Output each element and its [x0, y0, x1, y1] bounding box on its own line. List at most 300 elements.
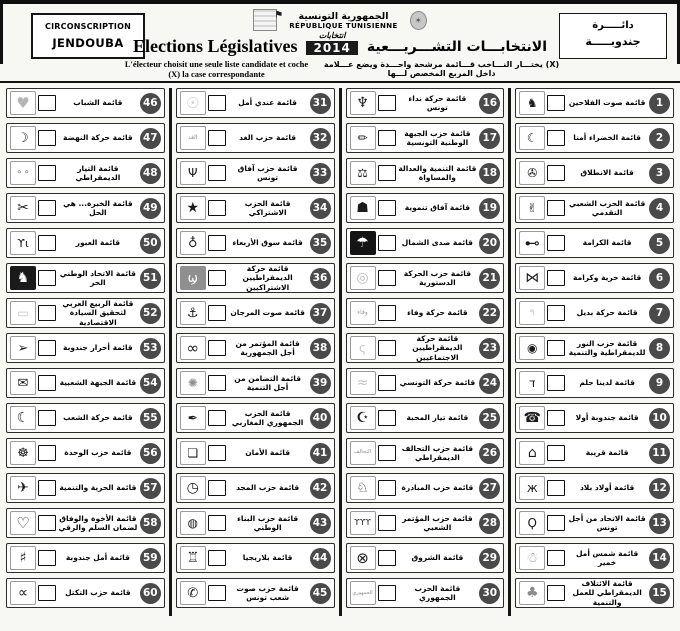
vote-checkbox[interactable]: [378, 200, 396, 216]
list-row: [6, 88, 165, 118]
list-name: قائمة تيار المحبة: [406, 413, 469, 423]
list-number-badge: 1: [649, 93, 670, 114]
vote-checkbox[interactable]: [547, 270, 565, 286]
sailboat-icon: ⚓: [180, 301, 206, 325]
vote-checkbox[interactable]: [378, 585, 396, 601]
list-name: قائمة حرية وكرامة: [573, 273, 642, 283]
list-number-badge: 36: [310, 268, 331, 289]
list-name: قائمة التنمية والعدالة والمساواة: [398, 163, 477, 182]
vote-checkbox[interactable]: [378, 340, 396, 356]
list-number-badge: 18: [479, 163, 500, 184]
vote-checkbox[interactable]: [38, 410, 56, 426]
maple-leaf-icon: ♣: [519, 581, 545, 605]
palm-circle-emblem-icon: ☸: [10, 441, 36, 465]
column-31-45: [176, 88, 335, 616]
vote-checkbox[interactable]: [38, 165, 56, 181]
vote-checkbox[interactable]: [38, 200, 56, 216]
vote-checkbox[interactable]: [547, 305, 565, 321]
circonscription-label: CIRCONSCRIPTION: [45, 22, 131, 31]
vote-checkbox[interactable]: [208, 480, 226, 496]
list-number-badge: 33: [310, 163, 331, 184]
list-name: قائمة الائتلاف الديمقراطي للعمل والتنمية: [572, 578, 642, 607]
list-row: [515, 88, 674, 118]
list-number-badge: 27: [479, 478, 500, 499]
district-label-ar: دائـــــرة: [592, 20, 634, 31]
republic-title-fr: RÉPUBLIQUE TUNISIENNE: [289, 21, 398, 30]
aman-logo-icon: ❏: [180, 441, 206, 465]
padlock-icon: ☗: [350, 196, 376, 220]
list-number-badge: 11: [649, 443, 670, 464]
list-row: [176, 228, 335, 258]
vote-checkbox[interactable]: [547, 200, 565, 216]
list-row: [176, 368, 335, 398]
list-row: [515, 403, 674, 433]
jomhouri-tree-logo-icon: الجمهوري: [350, 581, 376, 605]
list-name: قائمة الأمان: [245, 448, 290, 458]
list-row: [6, 508, 165, 538]
list-row: [346, 508, 505, 538]
eyeglasses-icon: ∞: [180, 336, 206, 360]
bicycle-icon: ⚬⚬: [10, 161, 36, 185]
vote-checkbox[interactable]: [38, 235, 56, 251]
list-name: قائمة التيار الديمقراطي: [75, 163, 121, 182]
list-name: قائمة أحرار جندوبة: [63, 343, 133, 353]
vote-checkbox[interactable]: [208, 270, 226, 286]
list-number-badge: 56: [140, 443, 161, 464]
list-name: قائمة حزب البناء الوطني: [237, 513, 299, 532]
list-name: قائمة الأخوة والوفاق لضمان السلم والرقي: [58, 513, 138, 532]
list-name: قائمة حزب صوت شعب تونس: [236, 583, 299, 602]
roman-ruins-icon: ♖: [180, 546, 206, 570]
list-row: [6, 193, 165, 223]
vote-checkbox[interactable]: [38, 305, 56, 321]
list-row: [515, 578, 674, 608]
list-name: قائمة آفاق تنموية: [404, 203, 471, 213]
vote-checkbox[interactable]: [208, 550, 226, 566]
vote-checkbox[interactable]: [208, 305, 226, 321]
crescent-lamp-icon: ☪: [350, 406, 376, 430]
vote-checkbox[interactable]: [38, 270, 56, 286]
list-number-badge: 17: [479, 128, 500, 149]
vote-checkbox[interactable]: [378, 410, 396, 426]
ghad-bird-logo-icon: الغد: [180, 126, 206, 150]
list-number-badge: 4: [649, 198, 670, 219]
list-row: [346, 333, 505, 363]
circonscription-value: JENDOUBA: [52, 36, 124, 50]
list-name: قائمة حزب آفاق تونس: [237, 163, 298, 182]
list-row: [346, 403, 505, 433]
republic-titles: [289, 11, 398, 30]
column-separator: [339, 88, 342, 616]
pigeon-icon: ➢: [10, 336, 36, 360]
list-name: قائمة حركة نداء تونس: [408, 93, 467, 112]
list-row: [176, 473, 335, 503]
list-number-badge: 35: [310, 233, 331, 254]
list-row: [346, 578, 505, 608]
vote-checkbox[interactable]: [208, 165, 226, 181]
list-row: [515, 298, 674, 328]
fish-icon: ∝: [10, 581, 36, 605]
list-row: [6, 543, 165, 573]
umbrella-icon: ☂: [350, 231, 376, 255]
key-icon: ⊶: [519, 231, 545, 255]
list-row: [176, 578, 335, 608]
wafa-logo-icon: وفاء: [350, 301, 376, 325]
list-number-badge: 55: [140, 408, 161, 429]
ballot-grid: [0, 81, 680, 616]
wreath-emblem-icon: ✺: [180, 371, 206, 395]
vote-checkbox[interactable]: [208, 410, 226, 426]
person-figure-icon: ☃: [519, 546, 545, 570]
list-row: [176, 333, 335, 363]
list-number-badge: 5: [649, 233, 670, 254]
list-row: [6, 333, 165, 363]
list-row: [515, 508, 674, 538]
list-name: قائمة الربيع العربي لتحقيق السيادة الاقتصادية: [62, 298, 134, 327]
list-name: قائمة حركة الديمقراطيين الاشتراكيين: [242, 263, 293, 292]
list-number-badge: 3: [649, 163, 670, 184]
vote-checkbox[interactable]: [547, 340, 565, 356]
x-circle-icon: ⊗: [350, 546, 376, 570]
vote-checkbox[interactable]: [378, 375, 396, 391]
list-row: [515, 228, 674, 258]
tahalof-logo-icon: التحالف: [350, 441, 376, 465]
list-number-badge: 51: [140, 268, 161, 289]
heart-icon: ♡: [10, 511, 36, 535]
instruction-fr: L'électeur choisit une seule liste candidate et coche (X) la case correspondante: [124, 59, 309, 79]
vote-checkbox[interactable]: [378, 165, 396, 181]
list-name: قائمة قريبة: [585, 448, 629, 458]
list-number-badge: 37: [310, 303, 331, 324]
list-name: قائمة حركة الشعب: [63, 413, 133, 423]
rabbit-icon: ϣ: [180, 266, 206, 290]
list-row: [346, 438, 505, 468]
list-name: قائمة حركة الديمقراطيين الاجتماعيين: [412, 333, 463, 362]
list-row: [346, 88, 505, 118]
list-number-badge: 6: [649, 268, 670, 289]
column-1-15: [515, 88, 674, 616]
list-name: قائمة صوت المرجان: [230, 308, 305, 318]
sun-emblem-icon: ☉: [180, 91, 206, 115]
header-center: [120, 9, 560, 79]
list-number-badge: 24: [479, 373, 500, 394]
list-row: [6, 263, 165, 293]
vote-checkbox[interactable]: [547, 445, 565, 461]
crescent-icon: ☾: [10, 406, 36, 430]
vote-checkbox[interactable]: [378, 445, 396, 461]
list-number-badge: 48: [140, 163, 161, 184]
list-row: [346, 543, 505, 573]
list-number-badge: 40: [310, 408, 331, 429]
vote-checkbox[interactable]: [208, 585, 226, 601]
hot-air-balloon-icon: ♁: [180, 231, 206, 255]
list-name: قائمة أمل جندوبة: [65, 553, 130, 563]
list-name: قائمة حزب الحركة الدستورية: [403, 268, 472, 287]
list-number-badge: 47: [140, 128, 161, 149]
list-name: قائمة الاتحاد من أجل تونس: [568, 513, 646, 532]
list-number-badge: 43: [310, 513, 331, 534]
list-row: [6, 228, 165, 258]
list-number-badge: 44: [310, 548, 331, 569]
list-name: قائمة حزب التكتل: [65, 588, 131, 598]
district-box: [559, 13, 667, 59]
vote-checkbox[interactable]: [547, 375, 565, 391]
house-icon: ⌂: [519, 441, 545, 465]
list-number-badge: 29: [479, 548, 500, 569]
list-number-badge: 31: [310, 93, 331, 114]
instruction-line: [120, 59, 560, 79]
script-logo-icon: ≈: [350, 371, 376, 395]
list-row: [515, 473, 674, 503]
list-row: [176, 298, 335, 328]
list-row: [515, 193, 674, 223]
instruction-ar: يختـــار النـــاخب قـــائمة مرشحة واحـــدة ويضع عـــلامة (X) داخل المربع المخصص لـــها: [323, 60, 560, 78]
vote-checkbox[interactable]: [208, 235, 226, 251]
list-name: قائمة سوق الأربعاء: [232, 238, 303, 248]
republic-title-ar: الجمهورية التونسية: [298, 10, 389, 22]
list-name: قائمة حزب الغد: [239, 133, 297, 143]
list-name: قائمة جندوبة أولا: [575, 413, 639, 423]
list-row: [515, 263, 674, 293]
list-number-badge: 10: [649, 408, 670, 429]
list-row: [346, 228, 505, 258]
list-row: [515, 543, 674, 573]
airplane-icon: ✈: [10, 476, 36, 500]
list-row: [176, 193, 335, 223]
list-name: قائمة حزب الوحدة: [64, 448, 132, 458]
list-row: [176, 403, 335, 433]
list-row: [6, 158, 165, 188]
vote-checkbox[interactable]: [547, 410, 565, 426]
list-name: قائمة حركة بديل: [576, 308, 638, 318]
list-number-badge: 54: [140, 373, 161, 394]
vote-checkbox[interactable]: [378, 235, 396, 251]
horse-emblem-icon: ς: [350, 336, 376, 360]
palm-crescent-icon: ♆: [350, 91, 376, 115]
star-icon: ★: [180, 196, 206, 220]
vote-checkbox[interactable]: [208, 95, 226, 111]
list-name: قائمة الشروق: [411, 553, 464, 563]
list-name: قائمة الانطلاق: [580, 168, 634, 178]
tunisia-coat-of-arms: ✶: [410, 11, 427, 30]
bird-emblem-icon: ◎: [350, 266, 376, 290]
vote-checkbox[interactable]: [38, 515, 56, 531]
list-row: [176, 88, 335, 118]
list-number-badge: 2: [649, 128, 670, 149]
pen-vertical-icon: ✏: [350, 126, 376, 150]
list-number-badge: 22: [479, 303, 500, 324]
list-number-badge: 20: [479, 233, 500, 254]
vote-checkbox[interactable]: [38, 375, 56, 391]
nour-emblem-icon: ◉: [519, 336, 545, 360]
car-icon: ✇: [519, 161, 545, 185]
vote-checkbox[interactable]: [208, 340, 226, 356]
eagle-head-icon: ♘: [350, 476, 376, 500]
vote-checkbox[interactable]: [378, 550, 396, 566]
faint-logo-icon: ٩: [519, 301, 545, 325]
list-number-badge: 28: [479, 513, 500, 534]
list-row: [176, 158, 335, 188]
satellite-dish-icon: ✆: [180, 581, 206, 605]
nahdha-crescent-logo-icon: ☽: [10, 126, 36, 150]
list-name: قائمة شمس أمل خمير: [575, 548, 639, 567]
list-name: قائمة بلاريجيا: [242, 553, 293, 563]
list-row: [346, 193, 505, 223]
column-separator: [508, 88, 511, 616]
list-name: قائمة حركة النهضة: [63, 133, 133, 143]
adult-child-figures-icon: ϒι: [10, 231, 36, 255]
list-name: قائمة الحرية والتنمية: [59, 483, 137, 493]
vote-checkbox[interactable]: [208, 200, 226, 216]
ballot-envelope-icon: ✉: [10, 371, 36, 395]
vote-checkbox[interactable]: [547, 550, 565, 566]
list-number-badge: 52: [140, 303, 161, 324]
list-number-badge: 59: [140, 548, 161, 569]
list-number-badge: 21: [479, 268, 500, 289]
list-row: [346, 158, 505, 188]
list-name: قائمة الحزب الاشتراكي: [244, 198, 291, 217]
list-name: قائمة التضامن من أجل التنمية: [234, 373, 302, 392]
column-46-60: [6, 88, 165, 616]
scales-icon: ⚖: [350, 161, 376, 185]
vote-checkbox[interactable]: [208, 375, 226, 391]
vote-checkbox[interactable]: [38, 445, 56, 461]
binaa-circle-logo-icon: ◍: [180, 511, 206, 535]
vote-checkbox[interactable]: [378, 130, 396, 146]
list-number-badge: 45: [310, 583, 331, 604]
vote-checkbox[interactable]: [38, 130, 56, 146]
tunisia-flag-icon: ⚑: [274, 10, 284, 21]
list-name: قائمة حركة وفاء: [407, 308, 468, 318]
list-row: [6, 368, 165, 398]
list-row: [346, 368, 505, 398]
list-number-badge: 30: [479, 583, 500, 604]
banner-logo-icon: ▭: [10, 301, 36, 325]
vote-checkbox[interactable]: [378, 480, 396, 496]
list-name: قائمة حزب النور للديمقراطية والتنمية: [568, 338, 646, 357]
list-row: [176, 263, 335, 293]
list-row: [346, 123, 505, 153]
list-row: [176, 123, 335, 153]
list-number-badge: 38: [310, 338, 331, 359]
vote-checkbox[interactable]: [38, 95, 56, 111]
vote-checkbox[interactable]: [547, 235, 565, 251]
list-name: قائمة الاتحاد الوطني الحر: [59, 268, 136, 287]
list-name: قائمة لدينا حلم: [579, 378, 635, 388]
vote-checkbox[interactable]: [38, 550, 56, 566]
vote-checkbox[interactable]: [547, 165, 565, 181]
list-row: [515, 333, 674, 363]
vote-checkbox[interactable]: [378, 95, 396, 111]
vote-checkbox[interactable]: [38, 340, 56, 356]
telephone-icon: ☎: [519, 406, 545, 430]
list-name: قائمة صدى الشمال: [401, 238, 473, 248]
chili-pepper-icon: ☾: [519, 126, 545, 150]
list-number-badge: 25: [479, 408, 500, 429]
list-row: [515, 158, 674, 188]
alarm-clock-icon: ◷: [180, 476, 206, 500]
list-number-badge: 15: [649, 583, 670, 604]
vote-checkbox[interactable]: [547, 515, 565, 531]
vote-checkbox[interactable]: [208, 445, 226, 461]
list-number-badge: 12: [649, 478, 670, 499]
white-falcon-icon: ♞: [10, 266, 36, 290]
list-name: قائمة حزب المجد: [236, 483, 300, 493]
list-row: [6, 403, 165, 433]
list-name: قائمة الشباب: [73, 98, 123, 108]
badge-label-ar: انتخابات: [318, 31, 346, 40]
bee-icon: ж: [519, 476, 545, 500]
list-name: قائمة الحزب الجمهوري المغاربي: [231, 408, 304, 427]
list-row: [6, 438, 165, 468]
list-row: [6, 578, 165, 608]
ladder-icon: ♯: [10, 546, 36, 570]
isie-logo: [253, 9, 284, 31]
list-number-badge: 16: [479, 93, 500, 114]
light-bulb-icon: Ϙ: [519, 511, 545, 535]
list-row: [515, 123, 674, 153]
vote-checkbox[interactable]: [378, 305, 396, 321]
list-name: قائمة الخبرة... هي الحل: [63, 198, 133, 217]
vote-checkbox[interactable]: [208, 130, 226, 146]
election-title-ar: الانتخابـــات التشـــريـــعية: [366, 38, 548, 55]
list-number-badge: 57: [140, 478, 161, 499]
list-number-badge: 34: [310, 198, 331, 219]
list-number-badge: 50: [140, 233, 161, 254]
list-number-badge: 19: [479, 198, 500, 219]
vote-checkbox[interactable]: [547, 585, 565, 601]
list-name: قائمة الحزب الشعبي التقدمي: [569, 198, 646, 217]
vote-checkbox[interactable]: [38, 585, 56, 601]
list-number-badge: 53: [140, 338, 161, 359]
list-row: [346, 263, 505, 293]
column-16-30: [346, 88, 505, 616]
list-name: قائمة حزب المؤتمر الشعبي: [402, 513, 473, 532]
list-number-badge: 14: [649, 548, 670, 569]
people-figures-icon: ϒϒϒ: [350, 511, 376, 535]
list-number-badge: 49: [140, 198, 161, 219]
list-number-badge: 23: [479, 338, 500, 359]
list-row: [515, 368, 674, 398]
list-name: قائمة حزب التحالف الديمقراطي: [401, 443, 474, 462]
scissors-icon: ✂: [10, 196, 36, 220]
list-number-badge: 7: [649, 303, 670, 324]
vote-checkbox[interactable]: [38, 480, 56, 496]
list-name: قائمة العبور: [75, 238, 121, 248]
vote-checkbox[interactable]: [378, 270, 396, 286]
list-row: [515, 438, 674, 468]
badge-year: 2014: [306, 41, 357, 55]
vote-checkbox[interactable]: [547, 480, 565, 496]
list-name: قائمة المؤتمر من أجل الجمهورية: [235, 338, 300, 357]
vote-checkbox[interactable]: [547, 95, 565, 111]
list-number-badge: 42: [310, 478, 331, 499]
list-row: [6, 123, 165, 153]
list-number-badge: 39: [310, 373, 331, 394]
list-name: قائمة عندي أمل: [238, 98, 297, 108]
vote-checkbox[interactable]: [378, 515, 396, 531]
list-number-badge: 46: [140, 93, 161, 114]
rooster-icon: ♞: [519, 91, 545, 115]
water-tap-icon: ד: [519, 371, 545, 395]
shield-apple-icon: ♥: [10, 91, 36, 115]
list-row: [176, 438, 335, 468]
list-number-badge: 60: [140, 583, 161, 604]
column-separator: [169, 88, 172, 616]
vote-checkbox[interactable]: [208, 515, 226, 531]
vote-checkbox[interactable]: [547, 130, 565, 146]
list-row: [176, 508, 335, 538]
